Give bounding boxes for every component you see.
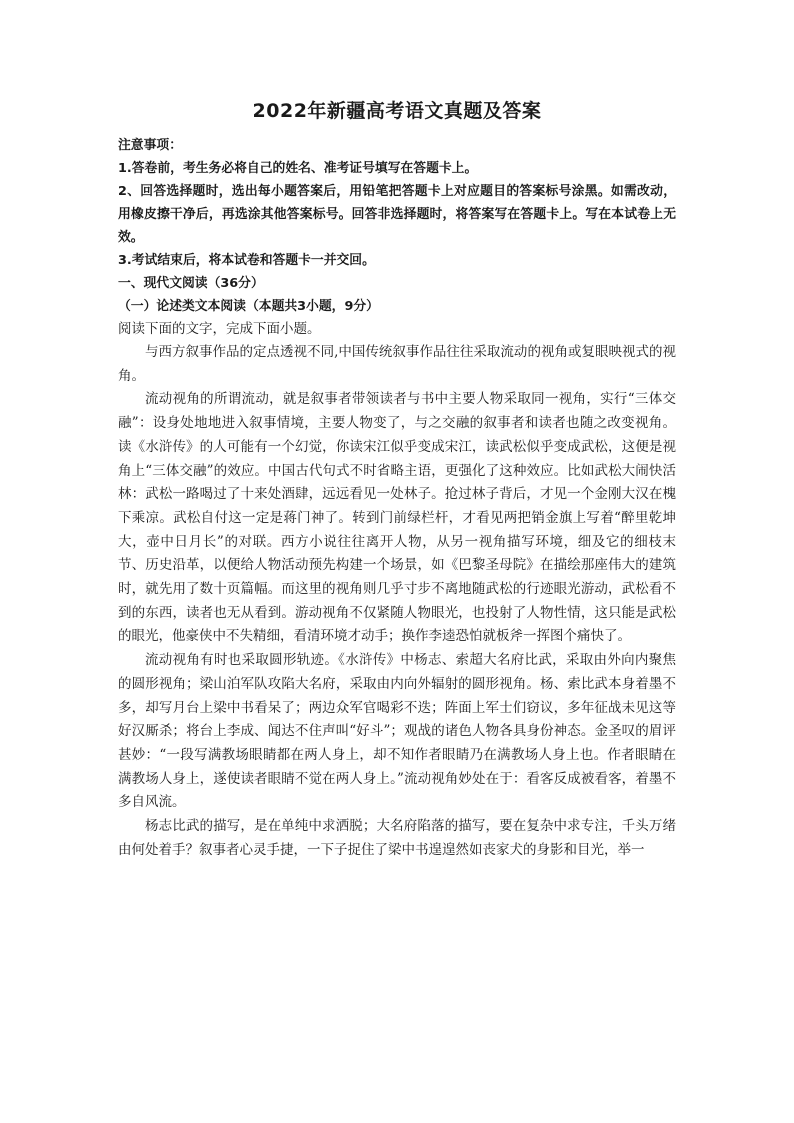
body-paragraph-3: 流动视角有时也采取圆形轨迹。《水浒传》中杨志、索超大名府比武，采取由外向内聚焦的圆形视角；梁山泊军队攻陷大名府，采取由内向外辐射的圆形视角。杨、索比武本身着墨不多，却写月台上梁中书看呆了；两边众军官喝彩不迭；阵面上军士们窃议，多年征战未见这等好汉厮杀；将台上李成、闻达不住声叫“好斗”；观战的诸色人物各具身份神态。金圣叹的眉评甚妙：“一段写满教场眼睛都在两人身上，却不知作者眼睛乃在满教场人身上也。作者眼睛在满教场人身上，遂使读者眼睛不觉在两人身上。”流动视角妙处在于：看客反成被看客，着墨不多自风流。 bbox=[118, 652, 676, 811]
subsection-heading: （一）论述类文本阅读（本题共3小题，9分） bbox=[118, 299, 379, 314]
document-title: 2022年新疆高考语文真题及答案 bbox=[252, 100, 542, 122]
notice-item-3: 3.考试结束后，将本试卷和答题卡一并交回。 bbox=[118, 253, 375, 268]
body-paragraph-4: 杨志比武的描写，是在单纯中求洒脱；大名府陷落的描写，要在复杂中求专注，千头万绪由何处着手？叙事者心灵手捷，一下子捉住了梁中书遑遑然如丧家犬的身影和目光，举一 bbox=[118, 818, 676, 858]
document-page bbox=[118, 98, 676, 862]
body-paragraph-2: 流动视角的所谓流动，就是叙事者带领读者与书中主要人物采取同一视角，实行“三体交融”：设身处地地进入叙事情境，主要人物变了，与之交融的叙事者和读者也随之改变视角。读《水浒传》的人可能有一个幻觉，你读宋江似乎变成宋江，读武松似乎变成武松，这便是视角上“三体交融”的效应。中国古代句式不时省略主语，更强化了这种效应。比如武松大闹快活林：武松一路喝过了十来处酒肆，远远看见一处林子。抢过林子背后，才见一个金刚大汉在槐下乘凉。武松自付这一定是蒋门神了。转到门前绿栏杆，才看见两把销金旗上写着“醉里乾坤大，壶中日月长”的对联。西方小说往往离开人物，从另一视角描写环境，细及它的细枝末节、历史沿革，以便给人物活动预先构建一个场景，如《巴黎圣母院》在描绘那座伟大的建筑时，就先用了数十页篇幅。而这里的视角则几乎寸步不离地随武松的行迹眼光游动，武松看不到的东西，读者也无从看到。游动视角不仅紧随人物眼光，也投射了人物性情，这只能是武松的眼光，他豪侠中不失精细，看清环境才动手；换作李逵恐怕就板斧一挥图个痛快了。 bbox=[118, 391, 676, 645]
notice-item-2: 2、回答选择题时，选出每小题答案后，用铅笔把答题卡上对应题目的答案标号涂黑。如需改动，用橡皮擦干净后，再选涂其他答案标号。回答非选择题时，将答案写在答题卡上。写在本试卷上无效。 bbox=[118, 184, 676, 245]
notice-heading: 注意事项： bbox=[118, 138, 182, 153]
body-paragraph-1: 与西方叙事作品的定点透视不同,中国传统叙事作品往往采取流动的视角或复眼映视式的视角。 bbox=[118, 344, 676, 384]
reading-instruction: 阅读下面的文字，完成下面小题。 bbox=[118, 321, 321, 337]
section-heading: 一、现代文阅读（36分） bbox=[118, 276, 264, 291]
notice-item-1: 1.答卷前，考生务必将自己的姓名、准考证号填写在答题卡上。 bbox=[118, 161, 478, 176]
